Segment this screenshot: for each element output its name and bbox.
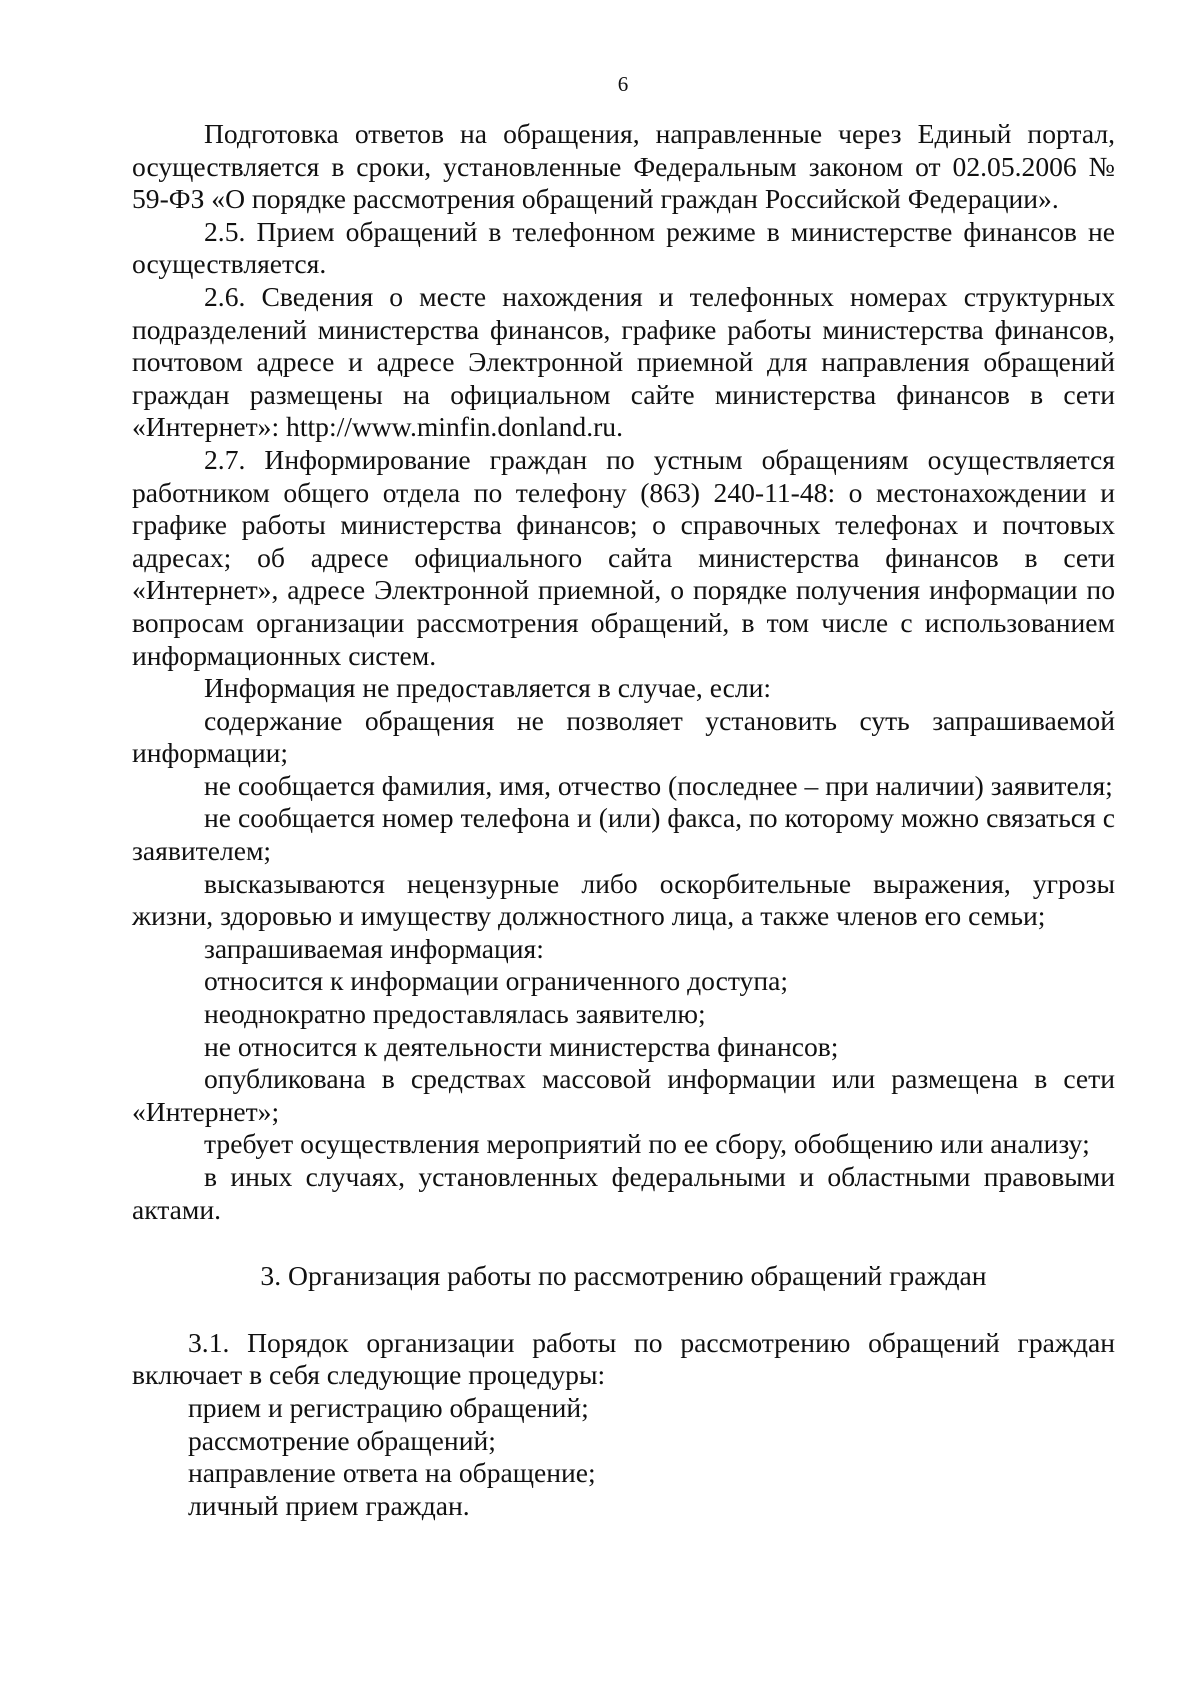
procedure-item: рассмотрение обращений;	[188, 1424, 496, 1456]
page-number: 6	[617, 72, 629, 96]
paragraph-portal-deadlines: Подготовка ответов на обращения, направленные через Единый портал, осуществляется в сроки, установленные Федеральным законом от 02.05.2006 № 59-ФЗ «О порядке рассмотрения обращений граждан Российской Федерации».	[132, 118, 1115, 215]
list-item: содержание обращения не позволяет установить суть запрашиваемой информации;	[132, 704, 1115, 769]
paragraph-2-5: 2.5. Прием обращений в телефонном режиме в министерстве финансов не осуществляется.	[132, 215, 1115, 280]
list-item: запрашиваемая информация:	[204, 932, 544, 964]
section-3-heading: 3. Организация работы по рассмотрению обращений граждан	[260, 1260, 987, 1292]
document-body	[132, 118, 1115, 1522]
list-item: высказываются нецензурные либо оскорбительные выражения, угрозы жизни, здоровью и имуществу должностного лица, а также членов его семьи;	[132, 867, 1115, 932]
list-item: не сообщается номер телефона и (или) факса, по которому можно связаться с заявителем;	[132, 802, 1115, 867]
list-item: относится к информации ограниченного доступа;	[204, 965, 789, 997]
paragraph-2-7: 2.7. Информирование граждан по устным обращениям осуществляется работником общего отдела по телефону (863) 240-11-48: о местонахождении и графике работы министерства финансов; о справочных телефонах и почтовых адресах; об адресе официального сайта министерства финансов в сети «Интернет», адресе Электронной приемной, о порядке получения информации по вопросам организации рассмотрения обращений, в том числе с использованием информационных систем.	[132, 443, 1115, 671]
procedure-item: направление ответа на обращение;	[188, 1457, 596, 1489]
list-item: неоднократно предоставлялась заявителю;	[204, 998, 706, 1030]
list-item: опубликована в средствах массовой информации или размещена в сети «Интернет»;	[132, 1063, 1115, 1127]
paragraph-3-1: 3.1. Порядок организации работы по рассмотрению обращений граждан включает в себя следующие процедуры:	[132, 1326, 1115, 1391]
procedure-item: прием и регистрацию обращений;	[188, 1391, 589, 1423]
section-3-body	[132, 1327, 1115, 1523]
list-item: не сообщается фамилия, имя, отчество (последнее – при наличии) заявителя;	[204, 769, 1113, 801]
list-item: не относится к деятельности министерства финансов;	[204, 1030, 839, 1062]
paragraph-info-not-provided: Информация не предоставляется в случае, если:	[204, 672, 772, 704]
paragraph-2-6: 2.6. Сведения о месте нахождения и телефонных номерах структурных подразделений министерства финансов, графике работы министерства финансов, почтовом адресе и адресе Электронной приемной для направления обращений граждан размещены на официальном сайте министерства финансов в сети «Интернет»: http://www.minfin.donland.ru.	[132, 280, 1115, 443]
list-item: требует осуществления мероприятий по ее сбору, обобщению или анализу;	[204, 1128, 1090, 1160]
procedure-item: личный прием граждан.	[188, 1489, 470, 1521]
list-item: в иных случаях, установленных федеральными и областными правовыми актами.	[132, 1161, 1115, 1225]
